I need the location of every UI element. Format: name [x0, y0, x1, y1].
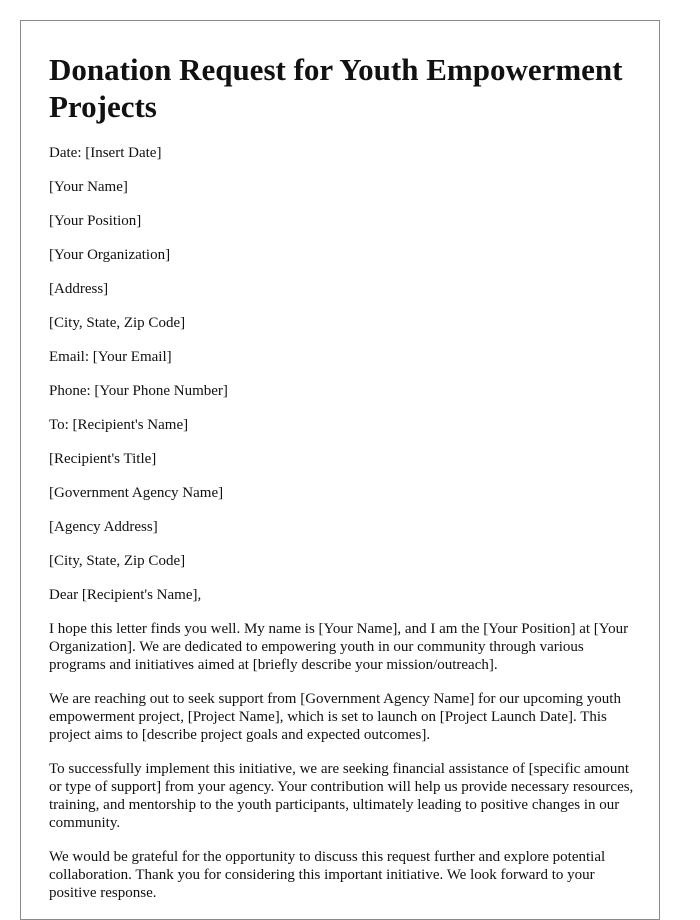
sender-city-line: [City, State, Zip Code] [49, 315, 186, 331]
body-paragraph: We would be grateful for the opportunity to discuss this request further and explore potential collaboration. Thank you for considering this important initiative. We look forward to your positive response. [49, 849, 606, 901]
recipient-name-line: To: [Recipient's Name] [49, 417, 189, 433]
agency-address-line: [Agency Address] [49, 519, 158, 535]
letter-content [49, 21, 634, 918]
agency-city-line: [City, State, Zip Code] [49, 553, 186, 569]
body-paragraph: To successfully implement this initiative, we are seeking financial assistance of [specific amount or type of support] from your agency. Your contribution will help us provide necessary resources, training, and mentorship to the youth participants, ultimately leading to positive changes in our community. [49, 761, 634, 831]
letter-page [20, 20, 660, 920]
salutation-line: Dear [Recipient's Name], [49, 587, 202, 603]
letter-title: Donation Request for Youth Empowerment Projects [49, 52, 623, 124]
recipient-title-line: [Recipient's Title] [49, 451, 157, 467]
sender-position-line: [Your Position] [49, 213, 142, 229]
agency-name-line: [Government Agency Name] [49, 485, 224, 501]
date-line: Date: [Insert Date] [49, 145, 162, 161]
body-paragraph: I hope this letter finds you well. My name is [Your Name], and I am the [Your Position] at [Your Organization]. We are dedicated to empowering youth in our community through various programs and initiatives aimed at [briefly describe your mission/outreach]. [49, 621, 629, 673]
letter-header-block [49, 144, 634, 604]
letter-body [49, 620, 634, 902]
sender-name-line: [Your Name] [49, 179, 128, 195]
sender-phone-line: Phone: [Your Phone Number] [49, 383, 228, 399]
sender-address-line: [Address] [49, 281, 109, 297]
body-paragraph: We are reaching out to seek support from [Government Agency Name] for our upcoming youth empowerment project, [Project Name], which is set to launch on [Project Launch Date]. This project aims to [describe project goals and expected outcomes]. [49, 691, 621, 743]
sender-organization-line: [Your Organization] [49, 247, 171, 263]
sender-email-line: Email: [Your Email] [49, 349, 172, 365]
